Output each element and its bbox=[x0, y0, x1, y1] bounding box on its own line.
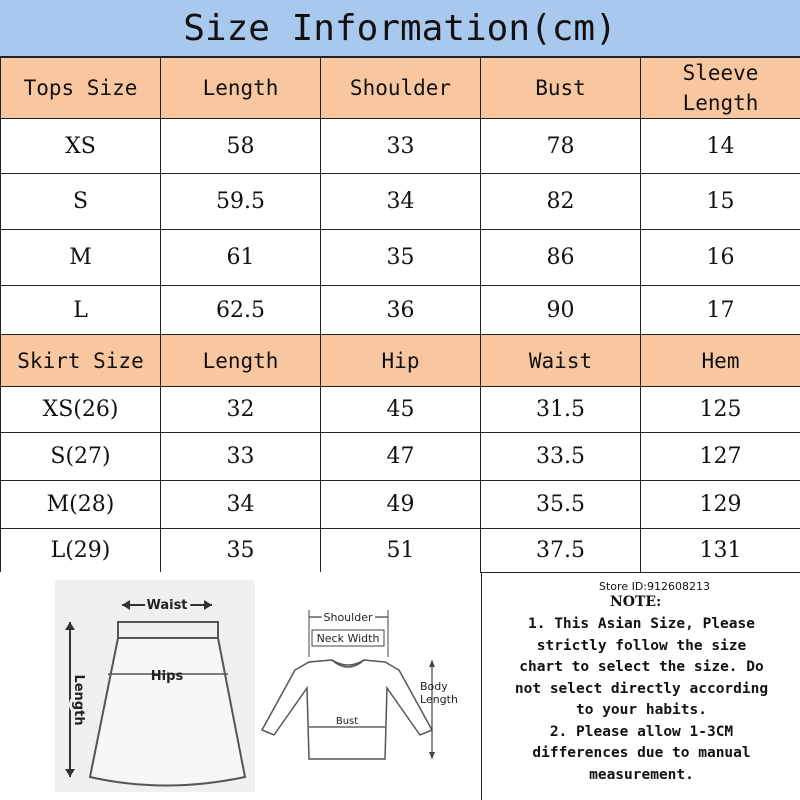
table-cell: XS bbox=[1, 119, 161, 174]
table-cell: 32 bbox=[161, 387, 321, 433]
tops-size-table bbox=[0, 57, 800, 336]
table-cell: 78 bbox=[481, 119, 641, 174]
note-line: 1. This Asian Size, Please bbox=[528, 616, 755, 632]
note-line: not select directly according bbox=[514, 680, 769, 697]
table-row bbox=[1, 286, 800, 336]
table-cell: L(29) bbox=[1, 529, 161, 573]
header-cell: Length bbox=[161, 58, 321, 119]
table-cell: 33 bbox=[161, 433, 321, 481]
table-cell: 34 bbox=[161, 481, 321, 529]
table-cell: XS(26) bbox=[1, 387, 161, 433]
table-cell: 35.5 bbox=[481, 481, 641, 529]
header-cell: Shoulder bbox=[321, 58, 481, 119]
table-cell: S(27) bbox=[1, 433, 161, 481]
table-cell: 45 bbox=[321, 387, 481, 433]
table-cell: 15 bbox=[641, 174, 800, 230]
table-row bbox=[1, 387, 800, 433]
tops-header-row bbox=[1, 58, 800, 119]
table-cell: S bbox=[1, 174, 161, 230]
note-panel bbox=[481, 572, 800, 800]
table-cell: M(28) bbox=[1, 481, 161, 529]
table-cell: 37.5 bbox=[481, 529, 641, 573]
table-cell: 14 bbox=[641, 119, 800, 174]
table-cell: 35 bbox=[161, 529, 321, 573]
note-line: measurement. bbox=[589, 766, 694, 783]
skirt-size-table bbox=[0, 334, 800, 573]
header-cell: Length bbox=[161, 335, 321, 387]
table-cell: L bbox=[1, 286, 161, 336]
table-cell: 34 bbox=[321, 174, 481, 230]
table-cell: 125 bbox=[641, 387, 800, 433]
table-row bbox=[1, 230, 800, 286]
table-cell: 127 bbox=[641, 433, 800, 481]
measurement-diagram-svg bbox=[0, 572, 480, 800]
table-cell: 49 bbox=[321, 481, 481, 529]
table-cell: 17 bbox=[641, 286, 800, 336]
skirt-waistband bbox=[118, 622, 218, 638]
table-cell: 62.5 bbox=[161, 286, 321, 336]
note-line: to your habits. bbox=[576, 702, 707, 718]
note-line: 2. Please allow 1-3CM bbox=[549, 723, 734, 740]
table-cell: 90 bbox=[481, 286, 641, 336]
bust-label: Bust bbox=[335, 716, 359, 727]
header-cell: Skirt Size bbox=[1, 335, 161, 387]
table-row bbox=[1, 433, 800, 481]
note-line: strictly follow the size bbox=[536, 637, 747, 654]
length-arrow-bottom bbox=[65, 769, 75, 777]
table-row bbox=[1, 119, 800, 174]
length-arrow-top bbox=[65, 622, 75, 630]
waist-label: Waist bbox=[146, 598, 188, 613]
hips-label: Hips bbox=[150, 669, 184, 684]
note-line: chart to select the size. Do bbox=[519, 659, 764, 675]
table-cell: 82 bbox=[481, 174, 641, 230]
header-cell: Hem bbox=[641, 335, 800, 387]
table-cell: 131 bbox=[641, 529, 800, 573]
table-row bbox=[1, 529, 800, 573]
table-cell: 86 bbox=[481, 230, 641, 286]
page-title: Size Information(cm) bbox=[0, 0, 800, 58]
header-cell: Bust bbox=[481, 58, 641, 119]
top-diagram bbox=[262, 610, 458, 759]
header-cell: Tops Size bbox=[1, 58, 161, 119]
skirt-header-row bbox=[1, 335, 800, 387]
table-cell: 33 bbox=[321, 119, 481, 174]
table-cell: 47 bbox=[321, 433, 481, 481]
body-length-label-2: Length bbox=[420, 693, 458, 706]
measurement-diagrams bbox=[0, 572, 480, 800]
waist-arrow-right bbox=[204, 600, 212, 610]
waist-arrow-left bbox=[122, 600, 130, 610]
shoulder-label: Shoulder bbox=[323, 611, 373, 624]
body-length-arrow-top bbox=[429, 660, 435, 667]
note-title: NOTE: bbox=[610, 594, 662, 610]
skirt-diagram bbox=[65, 598, 245, 786]
length-label: Length bbox=[71, 674, 86, 726]
skirt-body bbox=[90, 638, 245, 786]
table-cell: 36 bbox=[321, 286, 481, 336]
table-cell: 33.5 bbox=[481, 433, 641, 481]
note-text bbox=[482, 614, 800, 786]
neck-width-label: Neck Width bbox=[316, 632, 380, 645]
table-cell: 129 bbox=[641, 481, 800, 529]
header-cell: Waist bbox=[481, 335, 641, 387]
note-line: differences due to manual bbox=[532, 745, 751, 761]
header-cell: Sleeve Length bbox=[641, 58, 800, 119]
table-row bbox=[1, 481, 800, 529]
bottom-section bbox=[0, 572, 800, 800]
table-cell: 31.5 bbox=[481, 387, 641, 433]
header-cell: Hip bbox=[321, 335, 481, 387]
body-length-label-1: Body bbox=[420, 680, 448, 693]
top-outline bbox=[262, 660, 432, 759]
table-cell: 58 bbox=[161, 119, 321, 174]
table-cell: 51 bbox=[321, 529, 481, 573]
table-cell: 35 bbox=[321, 230, 481, 286]
table-cell: 61 bbox=[161, 230, 321, 286]
table-cell: M bbox=[1, 230, 161, 286]
body-length-arrow-bottom bbox=[429, 752, 435, 759]
store-id: Store ID:912608213 bbox=[599, 580, 710, 593]
table-row bbox=[1, 174, 800, 230]
table-cell: 59.5 bbox=[161, 174, 321, 230]
table-cell: 16 bbox=[641, 230, 800, 286]
